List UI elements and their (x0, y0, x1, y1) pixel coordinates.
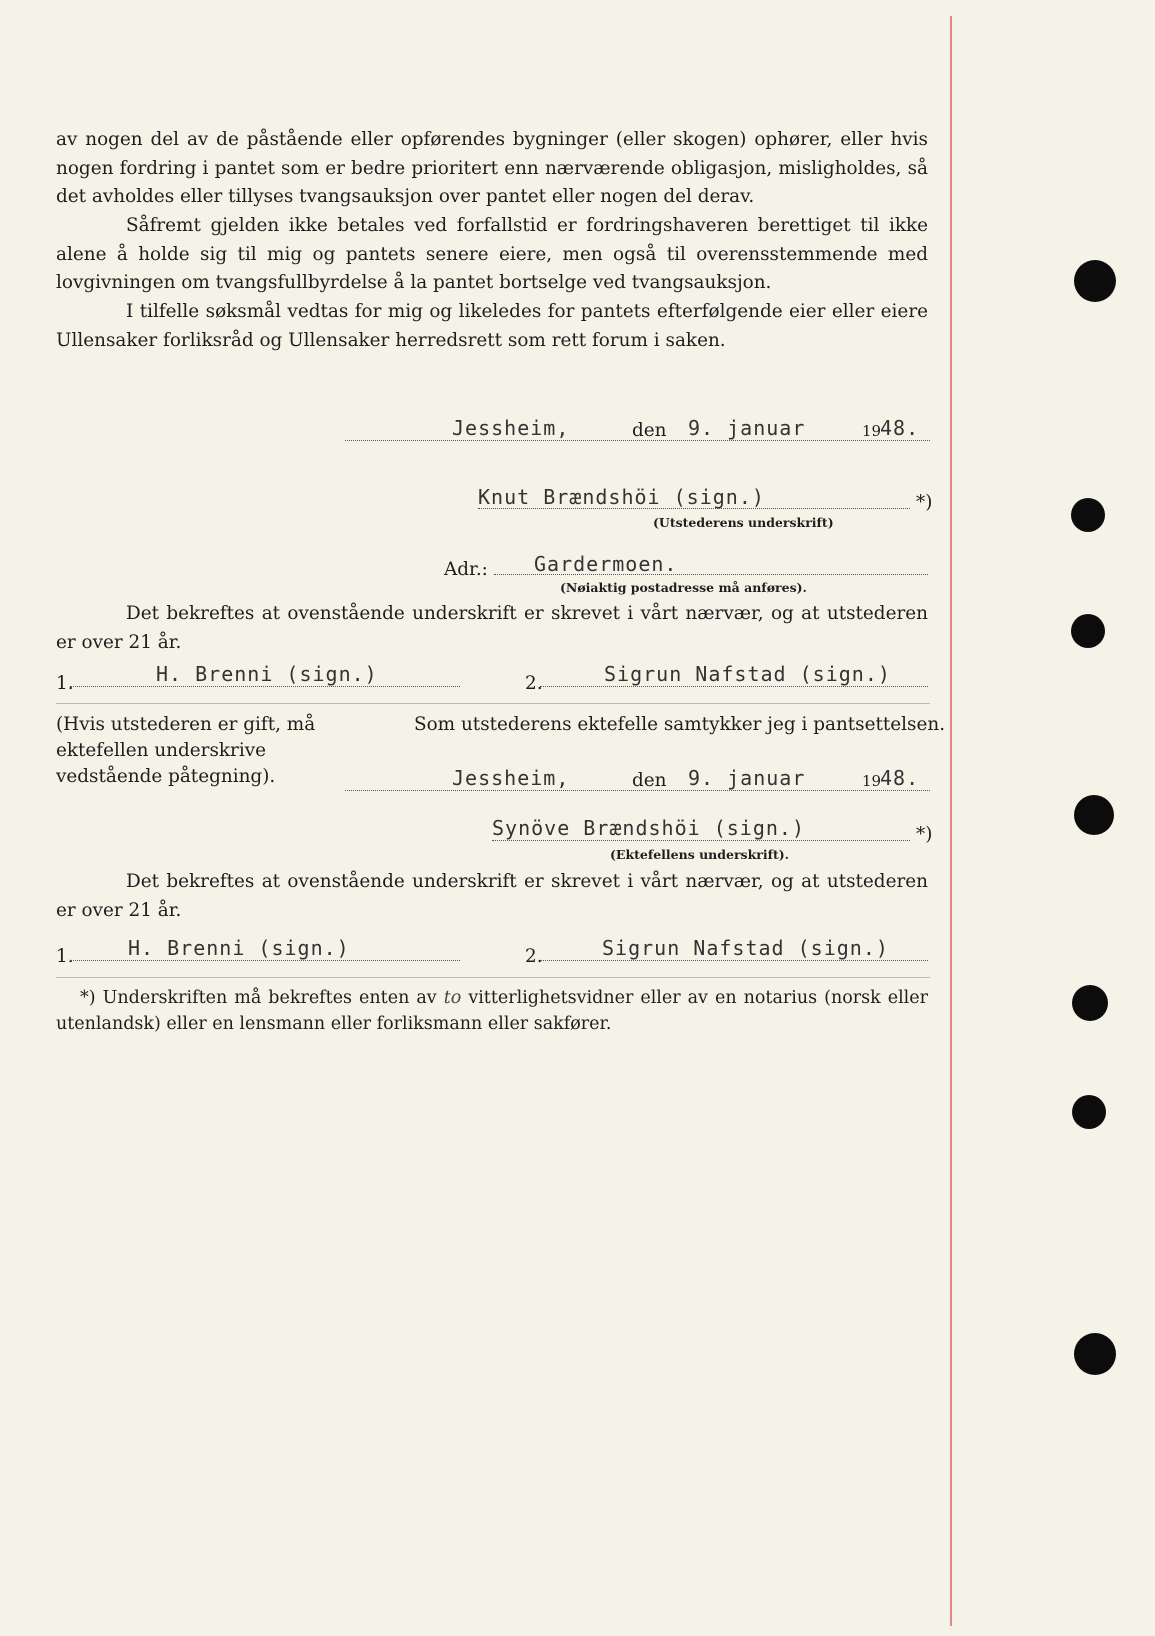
section-divider (56, 703, 930, 704)
witness-line-1 (70, 686, 460, 687)
spouse-place: Jessheim, (452, 766, 570, 790)
footnote-mark: *) (80, 988, 96, 1008)
spouse-date: 9. januar (688, 766, 806, 790)
footnote-handwritten: to (443, 988, 462, 1008)
issuer-address: Gardermoen. (534, 552, 678, 576)
punch-hole (1072, 1095, 1106, 1129)
footnote-text-before: Underskriften må bekreftes enten av (102, 988, 437, 1008)
punch-hole (1072, 985, 1108, 1021)
year-suffix: 48. (880, 416, 920, 440)
den-label: den (632, 770, 667, 791)
den-label: den (632, 420, 667, 441)
witness-line-2 (540, 960, 928, 961)
spouse-signature-caption: (Ektefellens underskrift). (610, 847, 789, 862)
witness-number-2: 2. (525, 946, 543, 967)
witness-name-2: Sigrun Nafstad (sign.) (604, 662, 891, 686)
spouse-signature-dotted-line (492, 840, 910, 841)
paragraph-venue-clause: I tilfelle søksmål vedtas for mig og likeledes for pantets efterfølgende eier eller eiere Ullensaker forliksråd og Ullensaker herredsrett som rett forum i saken. (56, 301, 928, 351)
issuer-signature: Knut Brændshöi (sign.) (478, 485, 765, 509)
asterisk-mark: *) (916, 824, 933, 845)
issuer-place: Jessheim, (452, 416, 570, 440)
witness-name-2: Sigrun Nafstad (sign.) (602, 936, 889, 960)
section-divider (56, 977, 930, 978)
spouse-signature: Synöve Brændshöi (sign.) (492, 816, 805, 840)
punch-hole (1074, 1333, 1116, 1375)
address-label: Adr.: (444, 559, 488, 580)
punch-hole (1071, 498, 1105, 532)
witness-line-1 (70, 960, 460, 961)
witness-statement: Det bekreftes at ovenstående underskrift er skrevet i vårt nærvær, og at utstederen er over 21 år. (56, 871, 928, 921)
paragraph-payment-clause: Såfremt gjelden ikke betales ved forfallstid er fordringshaveren berettiget til ikke alene å holde sig til mig og pantets senere eiere, men også til overensstemmende med lovgivningen om tvangsfullbyrdelse å la pantet bortselge ved tvangsauksjon. (56, 215, 928, 293)
year-prefix: 19 (862, 422, 882, 440)
asterisk-mark: *) (916, 492, 933, 513)
witness-name-1: H. Brenni (sign.) (128, 936, 350, 960)
spouse-consent: Som utstederens ektefelle samtykker jeg i pantsettelsen. (414, 714, 946, 735)
witness-number-2: 2. (525, 673, 543, 694)
punch-hole (1074, 260, 1116, 302)
witness-number-1: 1. (56, 673, 74, 694)
witness-number-1: 1. (56, 946, 74, 967)
spouse-note: (Hvis utstederen er gift, må ektefellen underskrive vedstående påtegning). (56, 714, 316, 787)
witness-name-1: H. Brenni (sign.) (156, 662, 378, 686)
address-caption: (Nøiaktig postadresse må anføres). (560, 580, 807, 595)
punch-hole (1074, 795, 1114, 835)
witness-line-2 (540, 686, 928, 687)
year-prefix: 19 (862, 772, 882, 790)
footnote (56, 985, 928, 1037)
issuer-date: 9. januar (688, 416, 806, 440)
paragraph-default-clause: av nogen del av de påstående eller opførendes bygninger (eller skogen) ophører, eller hvis nogen fordring i pantet som er bedre prioritert enn nærværende obligasjon, misligholdes, så det avholdes eller tillyses tvangsauksjon over pantet eller nogen del derav. (56, 129, 928, 207)
signature-caption: (Utstederens underskrift) (653, 515, 834, 530)
witness-statement: Det bekreftes at ovenstående underskrift er skrevet i vårt nærvær, og at utstederen er over 21 år. (56, 603, 928, 653)
year-suffix: 48. (880, 766, 920, 790)
punch-hole (1071, 614, 1105, 648)
red-margin-line (950, 16, 952, 1626)
footnote-text-after: vitterlighetsvidner eller av en notarius (norsk eller utenlandsk) eller en lensmann eller forliksmann eller sakfører. (56, 988, 928, 1034)
